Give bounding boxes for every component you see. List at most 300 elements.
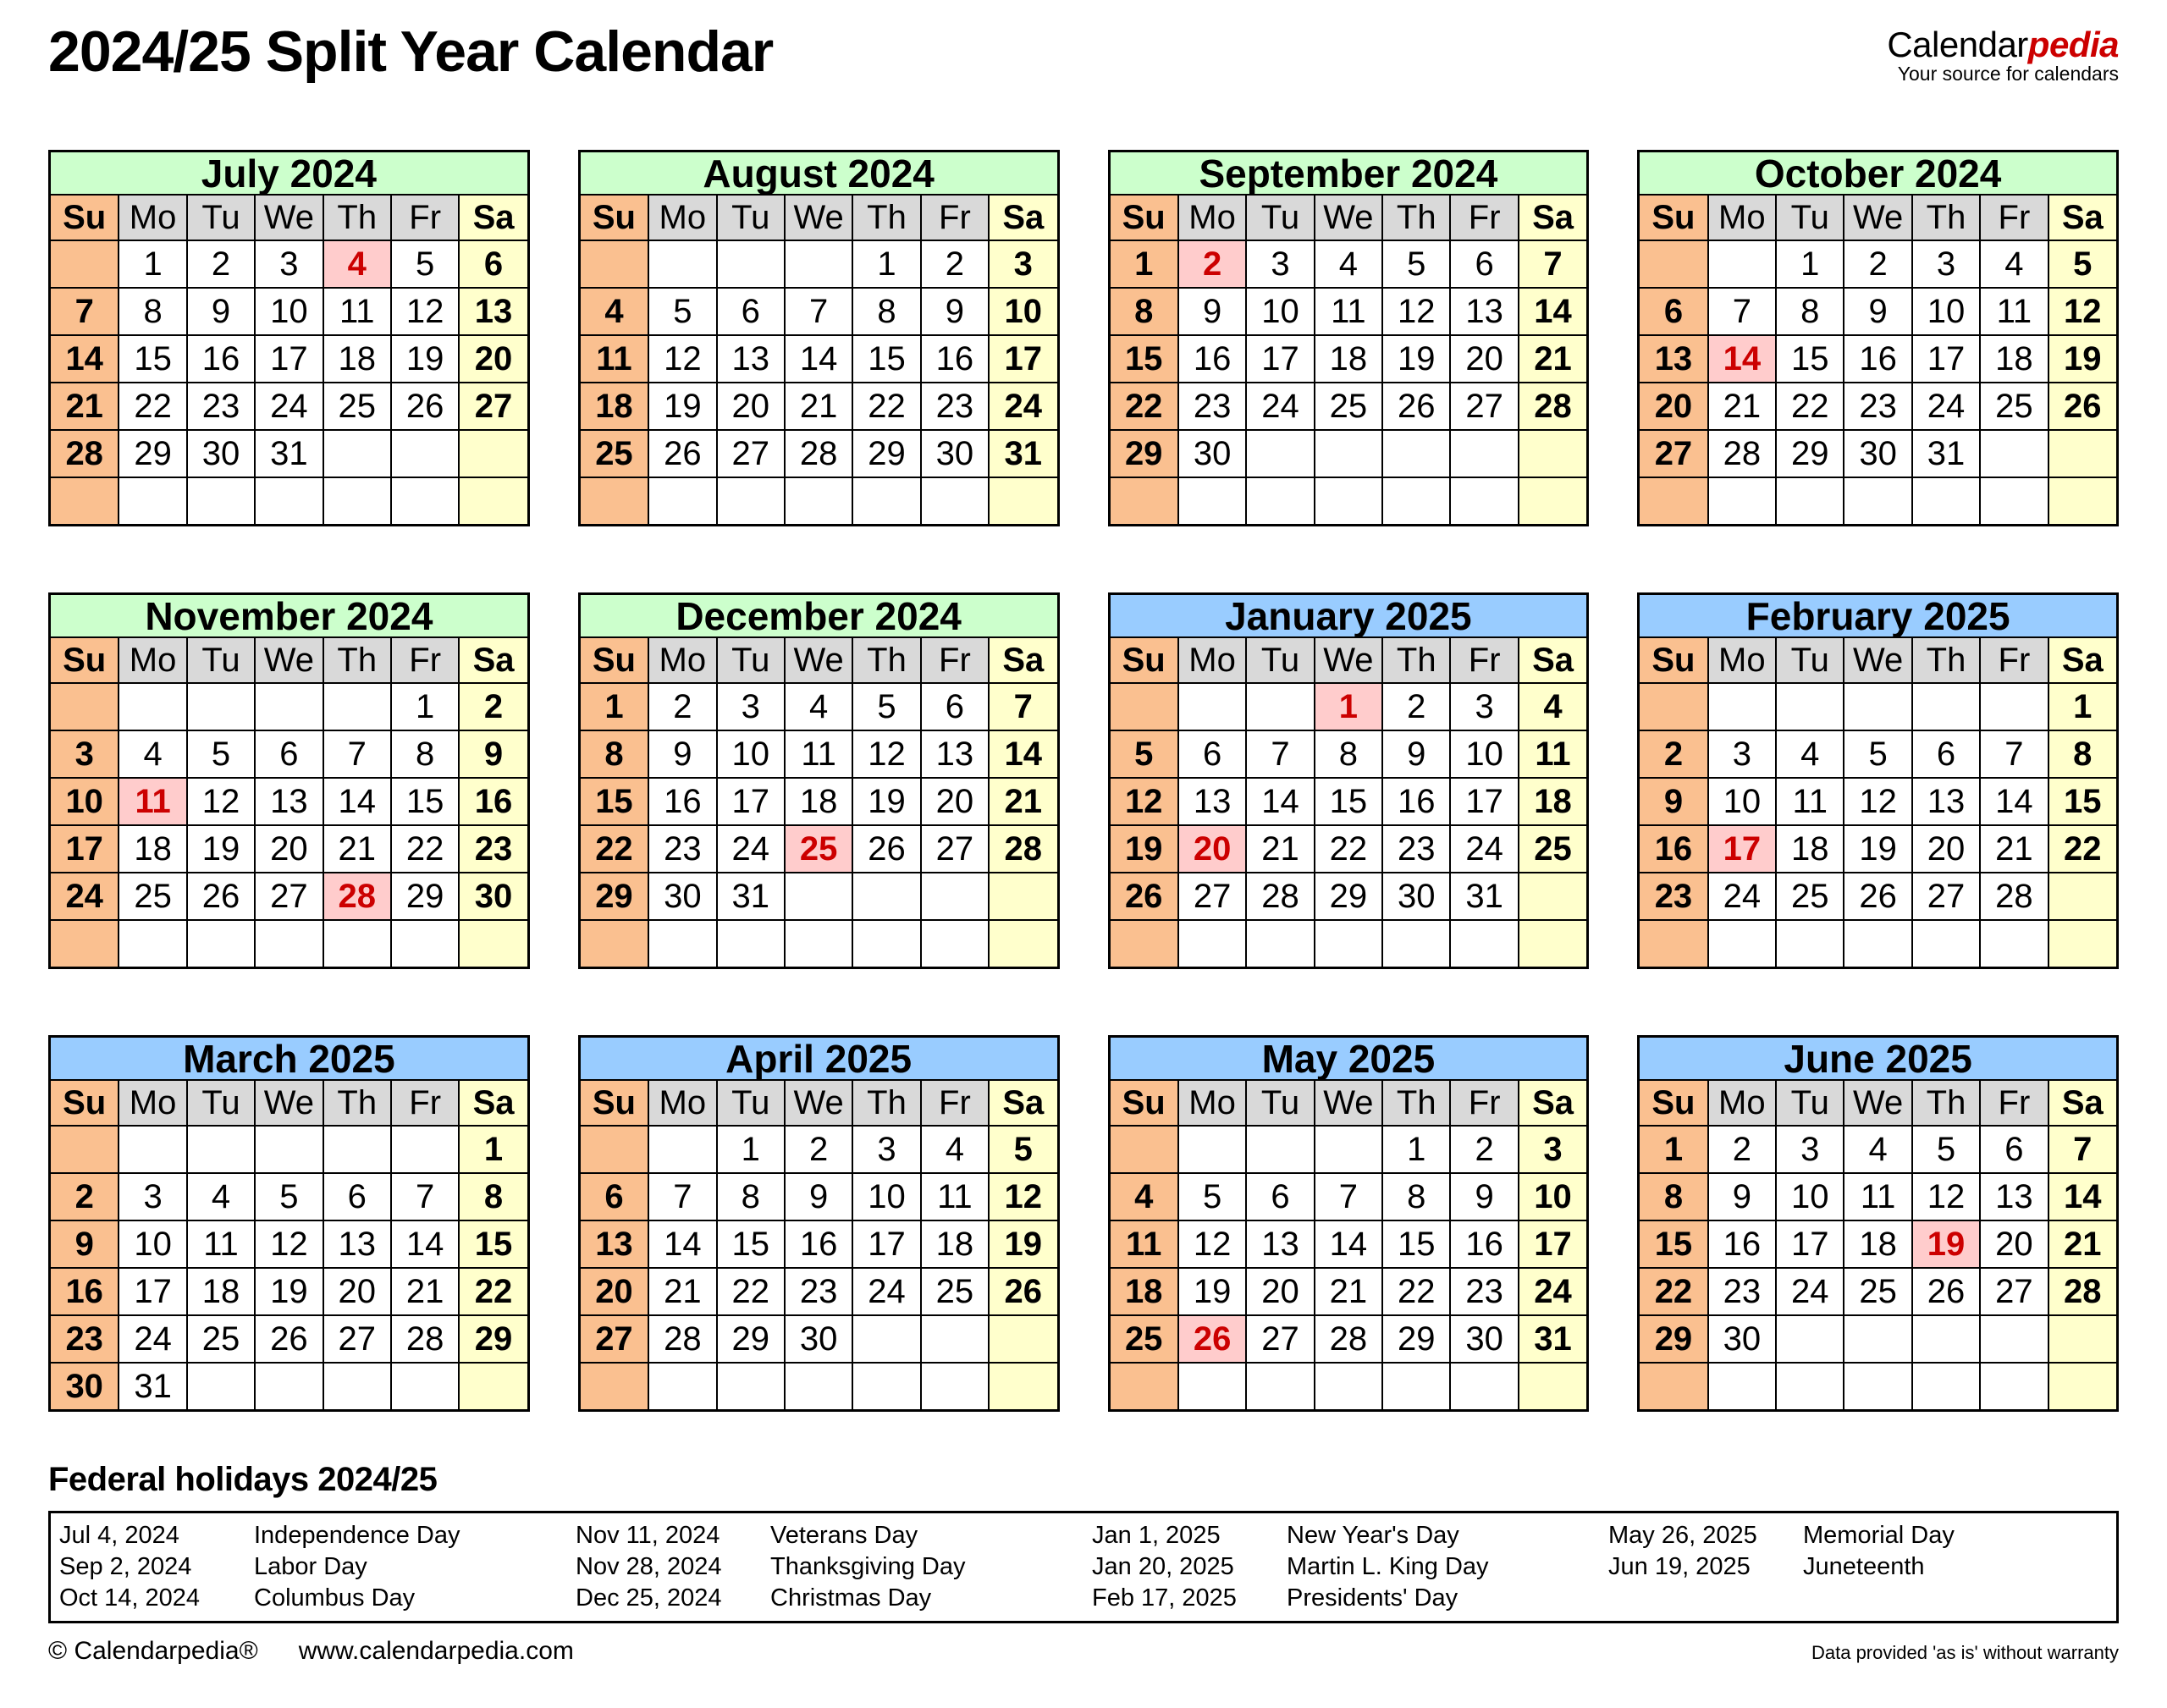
holiday-name: Christmas Day — [770, 1584, 932, 1612]
day-cell-empty — [1519, 1363, 1586, 1409]
day-cell-june-2025-23: 23 — [1708, 1268, 1776, 1315]
day-cell-august-2024-15: 15 — [852, 335, 920, 383]
week-row — [1640, 477, 2116, 524]
day-header-row — [581, 1081, 1057, 1126]
day-cell-empty — [255, 920, 323, 967]
day-cell-october-2024-1: 1 — [1776, 240, 1844, 288]
day-cell-september-2024-6: 6 — [1450, 240, 1518, 288]
week-row — [1640, 240, 2116, 288]
day-cell-empty — [1111, 1126, 1178, 1173]
day-cell-august-2024-29: 29 — [852, 430, 920, 477]
day-cell-november-2024-27: 27 — [255, 873, 323, 920]
day-cell-empty — [1844, 477, 1911, 524]
day-header-th: Th — [1382, 1081, 1450, 1126]
holiday-column-2 — [567, 1520, 1084, 1614]
day-cell-april-2025-11: 11 — [921, 1173, 989, 1220]
day-cell-empty — [1111, 1363, 1178, 1409]
day-cell-empty — [1980, 477, 2048, 524]
holiday-column-3 — [1084, 1520, 1600, 1614]
day-cell-empty — [2048, 1363, 2116, 1409]
day-cell-january-2025-27: 27 — [1178, 873, 1246, 920]
day-cell-empty — [255, 477, 323, 524]
holiday-name: Thanksgiving Day — [770, 1553, 966, 1580]
day-cell-empty — [1708, 477, 1776, 524]
week-row — [51, 873, 527, 920]
day-cell-january-2025-20: 20 — [1178, 825, 1246, 873]
holiday-entry — [59, 1583, 567, 1614]
week-row — [1111, 335, 1587, 383]
day-header-th: Th — [1912, 638, 1980, 683]
day-cell-january-2025-11: 11 — [1519, 730, 1586, 778]
day-cell-june-2025-21: 21 — [2048, 1220, 2116, 1268]
day-header-mo: Mo — [648, 638, 716, 683]
holiday-entry — [576, 1583, 1084, 1614]
day-cell-august-2024-10: 10 — [989, 288, 1056, 335]
week-row — [581, 430, 1057, 477]
day-cell-empty — [187, 1126, 255, 1173]
day-cell-september-2024-28: 28 — [1519, 383, 1586, 430]
day-header-we: We — [785, 638, 852, 683]
day-cell-empty — [323, 1126, 391, 1173]
day-cell-november-2024-1: 1 — [391, 683, 459, 730]
week-row — [581, 873, 1057, 920]
day-cell-empty — [989, 477, 1056, 524]
day-cell-june-2025-12: 12 — [1912, 1173, 1980, 1220]
day-cell-june-2025-11: 11 — [1844, 1173, 1911, 1220]
day-cell-empty — [391, 430, 459, 477]
month-title-september-2024: September 2024 — [1111, 152, 1587, 196]
day-cell-june-2025-19: 19 — [1912, 1220, 1980, 1268]
day-cell-july-2024-29: 29 — [119, 430, 186, 477]
day-cell-july-2024-16: 16 — [187, 335, 255, 383]
day-cell-april-2025-15: 15 — [717, 1220, 785, 1268]
week-row — [1640, 430, 2116, 477]
day-cell-july-2024-7: 7 — [51, 288, 119, 335]
day-cell-august-2024-16: 16 — [921, 335, 989, 383]
day-cell-november-2024-23: 23 — [459, 825, 527, 873]
day-cell-july-2024-5: 5 — [391, 240, 459, 288]
day-cell-empty — [1844, 1363, 1911, 1409]
day-cell-empty — [323, 920, 391, 967]
day-cell-march-2025-8: 8 — [459, 1173, 527, 1220]
day-cell-empty — [1776, 920, 1844, 967]
holiday-name: Memorial Day — [1803, 1522, 1955, 1549]
day-cell-july-2024-27: 27 — [459, 383, 527, 430]
day-cell-january-2025-9: 9 — [1382, 730, 1450, 778]
month-december-2024 — [578, 592, 1060, 969]
holiday-entry — [1092, 1520, 1600, 1551]
day-cell-empty — [1640, 477, 1707, 524]
day-cell-july-2024-10: 10 — [255, 288, 323, 335]
day-cell-january-2025-22: 22 — [1315, 825, 1382, 873]
day-cell-empty — [852, 920, 920, 967]
month-title-march-2025: March 2025 — [51, 1038, 527, 1081]
day-cell-empty — [1912, 1363, 1980, 1409]
day-header-sa: Sa — [989, 1081, 1056, 1126]
day-header-fr: Fr — [1980, 638, 2048, 683]
week-row — [581, 335, 1057, 383]
day-cell-august-2024-5: 5 — [648, 288, 716, 335]
day-cell-april-2025-4: 4 — [921, 1126, 989, 1173]
day-header-we: We — [255, 638, 323, 683]
day-cell-empty — [921, 1315, 989, 1363]
day-header-tu: Tu — [1776, 1081, 1844, 1126]
day-cell-august-2024-31: 31 — [989, 430, 1056, 477]
logo-brand-black: Calendar — [1887, 25, 2028, 64]
day-header-mo: Mo — [1708, 1081, 1776, 1126]
day-cell-july-2024-11: 11 — [323, 288, 391, 335]
day-header-mo: Mo — [119, 196, 186, 240]
day-cell-june-2025-2: 2 — [1708, 1126, 1776, 1173]
day-cell-april-2025-21: 21 — [648, 1268, 716, 1315]
day-header-fr: Fr — [921, 638, 989, 683]
day-cell-july-2024-30: 30 — [187, 430, 255, 477]
week-row — [1640, 335, 2116, 383]
day-cell-march-2025-1: 1 — [459, 1126, 527, 1173]
day-cell-march-2025-4: 4 — [187, 1173, 255, 1220]
day-cell-december-2024-11: 11 — [785, 730, 852, 778]
day-cell-july-2024-6: 6 — [459, 240, 527, 288]
day-cell-empty — [1519, 920, 1586, 967]
day-cell-august-2024-20: 20 — [717, 383, 785, 430]
day-cell-empty — [1708, 683, 1776, 730]
day-cell-february-2025-10: 10 — [1708, 778, 1776, 825]
day-cell-may-2025-25: 25 — [1111, 1315, 1178, 1363]
day-cell-january-2025-30: 30 — [1382, 873, 1450, 920]
day-header-th: Th — [852, 638, 920, 683]
day-cell-empty — [1708, 1363, 1776, 1409]
day-cell-june-2025-27: 27 — [1980, 1268, 2048, 1315]
month-grid-may-2025 — [1111, 1081, 1587, 1409]
day-header-su: Su — [581, 638, 648, 683]
day-cell-december-2024-29: 29 — [581, 873, 648, 920]
day-cell-empty — [119, 477, 186, 524]
day-cell-april-2025-5: 5 — [989, 1126, 1056, 1173]
day-cell-may-2025-1: 1 — [1382, 1126, 1450, 1173]
week-row — [1640, 1220, 2116, 1268]
day-cell-empty — [1382, 920, 1450, 967]
day-cell-october-2024-21: 21 — [1708, 383, 1776, 430]
day-cell-empty — [1450, 1363, 1518, 1409]
day-cell-september-2024-30: 30 — [1178, 430, 1246, 477]
day-cell-december-2024-7: 7 — [989, 683, 1056, 730]
week-row — [1111, 683, 1587, 730]
month-title-april-2025: April 2025 — [581, 1038, 1057, 1081]
month-title-october-2024: October 2024 — [1640, 152, 2116, 196]
day-cell-empty — [187, 683, 255, 730]
day-cell-september-2024-22: 22 — [1111, 383, 1178, 430]
day-cell-november-2024-12: 12 — [187, 778, 255, 825]
day-cell-april-2025-19: 19 — [989, 1220, 1056, 1268]
day-cell-november-2024-9: 9 — [459, 730, 527, 778]
month-grid-february-2025 — [1640, 638, 2116, 967]
day-cell-december-2024-21: 21 — [989, 778, 1056, 825]
day-cell-empty — [2048, 873, 2116, 920]
day-cell-empty — [785, 873, 852, 920]
day-cell-december-2024-2: 2 — [648, 683, 716, 730]
day-cell-empty — [1315, 477, 1382, 524]
day-header-tu: Tu — [1246, 638, 1314, 683]
day-cell-september-2024-2: 2 — [1178, 240, 1246, 288]
week-row — [581, 288, 1057, 335]
day-cell-august-2024-12: 12 — [648, 335, 716, 383]
holiday-name: Martin L. King Day — [1287, 1553, 1489, 1580]
day-cell-september-2024-7: 7 — [1519, 240, 1586, 288]
day-cell-april-2025-25: 25 — [921, 1268, 989, 1315]
day-cell-february-2025-20: 20 — [1912, 825, 1980, 873]
day-cell-empty — [989, 1315, 1056, 1363]
day-cell-november-2024-3: 3 — [51, 730, 119, 778]
month-july-2024 — [48, 150, 530, 526]
day-cell-empty — [391, 477, 459, 524]
day-cell-empty — [921, 1363, 989, 1409]
day-cell-july-2024-21: 21 — [51, 383, 119, 430]
day-cell-empty — [989, 920, 1056, 967]
day-cell-empty — [852, 873, 920, 920]
day-header-we: We — [255, 1081, 323, 1126]
day-cell-may-2025-13: 13 — [1246, 1220, 1314, 1268]
day-cell-empty — [1315, 920, 1382, 967]
day-cell-may-2025-4: 4 — [1111, 1173, 1178, 1220]
disclaimer-text: Data provided 'as is' without warranty — [1811, 1642, 2119, 1663]
day-cell-august-2024-7: 7 — [785, 288, 852, 335]
day-header-we: We — [1844, 1081, 1911, 1126]
day-header-row — [1111, 638, 1587, 683]
day-cell-empty — [648, 1126, 716, 1173]
week-row — [581, 1268, 1057, 1315]
day-cell-october-2024-11: 11 — [1980, 288, 2048, 335]
week-row — [1111, 430, 1587, 477]
day-cell-may-2025-24: 24 — [1519, 1268, 1586, 1315]
day-cell-empty — [1178, 477, 1246, 524]
day-cell-april-2025-6: 6 — [581, 1173, 648, 1220]
day-header-row — [51, 1081, 527, 1126]
day-header-fr: Fr — [391, 196, 459, 240]
day-cell-empty — [1980, 1315, 2048, 1363]
week-row — [51, 730, 527, 778]
holiday-column-4 — [1600, 1520, 2116, 1614]
day-cell-december-2024-3: 3 — [717, 683, 785, 730]
day-header-tu: Tu — [1776, 638, 1844, 683]
week-row — [51, 825, 527, 873]
day-cell-october-2024-4: 4 — [1980, 240, 2048, 288]
day-cell-empty — [255, 683, 323, 730]
day-cell-september-2024-14: 14 — [1519, 288, 1586, 335]
day-cell-november-2024-24: 24 — [51, 873, 119, 920]
day-cell-empty — [119, 920, 186, 967]
day-cell-empty — [1178, 1363, 1246, 1409]
day-cell-november-2024-15: 15 — [391, 778, 459, 825]
day-cell-november-2024-20: 20 — [255, 825, 323, 873]
day-cell-july-2024-19: 19 — [391, 335, 459, 383]
holiday-entry — [1608, 1551, 2116, 1583]
day-cell-june-2025-25: 25 — [1844, 1268, 1911, 1315]
day-cell-empty — [1912, 683, 1980, 730]
day-header-sa: Sa — [2048, 1081, 2116, 1126]
day-cell-august-2024-11: 11 — [581, 335, 648, 383]
day-cell-october-2024-29: 29 — [1776, 430, 1844, 477]
day-cell-october-2024-16: 16 — [1844, 335, 1911, 383]
day-cell-june-2025-24: 24 — [1776, 1268, 1844, 1315]
day-header-su: Su — [581, 1081, 648, 1126]
day-cell-march-2025-3: 3 — [119, 1173, 186, 1220]
day-cell-february-2025-25: 25 — [1776, 873, 1844, 920]
day-cell-june-2025-10: 10 — [1776, 1173, 1844, 1220]
week-row — [1640, 383, 2116, 430]
month-title-february-2025: February 2025 — [1640, 595, 2116, 638]
day-cell-september-2024-4: 4 — [1315, 240, 1382, 288]
day-cell-march-2025-5: 5 — [255, 1173, 323, 1220]
day-cell-february-2025-6: 6 — [1912, 730, 1980, 778]
day-header-su: Su — [1640, 196, 1707, 240]
month-title-june-2025: June 2025 — [1640, 1038, 2116, 1081]
day-cell-january-2025-6: 6 — [1178, 730, 1246, 778]
day-cell-empty — [187, 477, 255, 524]
day-cell-october-2024-15: 15 — [1776, 335, 1844, 383]
calendarpedia-logo — [1887, 25, 2119, 85]
day-cell-empty — [51, 240, 119, 288]
day-cell-march-2025-11: 11 — [187, 1220, 255, 1268]
day-cell-empty — [581, 1126, 648, 1173]
month-grid-july-2024 — [51, 196, 527, 524]
holiday-entry — [1092, 1551, 1600, 1583]
day-cell-june-2025-7: 7 — [2048, 1126, 2116, 1173]
day-header-sa: Sa — [1519, 638, 1586, 683]
day-cell-february-2025-12: 12 — [1844, 778, 1911, 825]
day-cell-january-2025-3: 3 — [1450, 683, 1518, 730]
day-cell-march-2025-31: 31 — [119, 1363, 186, 1409]
day-cell-april-2025-14: 14 — [648, 1220, 716, 1268]
day-cell-september-2024-9: 9 — [1178, 288, 1246, 335]
day-cell-empty — [1844, 1315, 1911, 1363]
day-cell-february-2025-24: 24 — [1708, 873, 1776, 920]
day-header-tu: Tu — [1246, 196, 1314, 240]
holiday-date: Jul 4, 2024 — [59, 1522, 179, 1549]
day-cell-september-2024-8: 8 — [1111, 288, 1178, 335]
day-cell-april-2025-17: 17 — [852, 1220, 920, 1268]
day-header-th: Th — [323, 638, 391, 683]
day-cell-september-2024-18: 18 — [1315, 335, 1382, 383]
day-cell-june-2025-4: 4 — [1844, 1126, 1911, 1173]
day-cell-empty — [1708, 240, 1776, 288]
day-cell-december-2024-12: 12 — [852, 730, 920, 778]
day-cell-october-2024-24: 24 — [1912, 383, 1980, 430]
day-header-we: We — [1315, 1081, 1382, 1126]
day-cell-empty — [255, 1363, 323, 1409]
day-cell-empty — [119, 683, 186, 730]
day-cell-march-2025-24: 24 — [119, 1315, 186, 1363]
day-cell-november-2024-10: 10 — [51, 778, 119, 825]
day-cell-empty — [323, 477, 391, 524]
week-row — [1640, 683, 2116, 730]
day-cell-january-2025-12: 12 — [1111, 778, 1178, 825]
day-cell-empty — [1912, 477, 1980, 524]
month-september-2024 — [1108, 150, 1590, 526]
day-header-we: We — [785, 196, 852, 240]
day-cell-empty — [989, 873, 1056, 920]
week-row — [581, 1126, 1057, 1173]
day-header-row — [1640, 196, 2116, 240]
day-cell-november-2024-28: 28 — [323, 873, 391, 920]
day-cell-september-2024-5: 5 — [1382, 240, 1450, 288]
day-cell-january-2025-24: 24 — [1450, 825, 1518, 873]
logo-brand — [1887, 25, 2119, 63]
day-cell-march-2025-25: 25 — [187, 1315, 255, 1363]
day-cell-november-2024-13: 13 — [255, 778, 323, 825]
day-cell-october-2024-20: 20 — [1640, 383, 1707, 430]
day-cell-empty — [1246, 683, 1314, 730]
day-cell-empty — [1640, 920, 1707, 967]
day-header-tu: Tu — [717, 196, 785, 240]
day-header-su: Su — [1640, 1081, 1707, 1126]
day-header-th: Th — [323, 1081, 391, 1126]
day-cell-june-2025-6: 6 — [1980, 1126, 2048, 1173]
day-header-su: Su — [51, 1081, 119, 1126]
holiday-entry — [576, 1520, 1084, 1551]
day-header-fr: Fr — [1450, 196, 1518, 240]
day-cell-july-2024-26: 26 — [391, 383, 459, 430]
day-cell-march-2025-6: 6 — [323, 1173, 391, 1220]
day-cell-march-2025-7: 7 — [391, 1173, 459, 1220]
month-april-2025 — [578, 1035, 1060, 1412]
day-cell-march-2025-18: 18 — [187, 1268, 255, 1315]
day-cell-october-2024-17: 17 — [1912, 335, 1980, 383]
week-row — [581, 1220, 1057, 1268]
day-cell-december-2024-30: 30 — [648, 873, 716, 920]
day-cell-september-2024-10: 10 — [1246, 288, 1314, 335]
day-cell-empty — [1776, 1315, 1844, 1363]
day-cell-empty — [51, 683, 119, 730]
holiday-date: Nov 11, 2024 — [576, 1522, 720, 1549]
day-cell-empty — [1178, 1126, 1246, 1173]
day-cell-july-2024-1: 1 — [119, 240, 186, 288]
day-cell-march-2025-13: 13 — [323, 1220, 391, 1268]
day-header-tu: Tu — [717, 1081, 785, 1126]
day-cell-october-2024-6: 6 — [1640, 288, 1707, 335]
day-cell-empty — [581, 240, 648, 288]
holiday-name: Labor Day — [254, 1553, 367, 1580]
week-row — [581, 240, 1057, 288]
month-grid-september-2024 — [1111, 196, 1587, 524]
day-cell-may-2025-10: 10 — [1519, 1173, 1586, 1220]
day-cell-may-2025-14: 14 — [1315, 1220, 1382, 1268]
day-cell-february-2025-8: 8 — [2048, 730, 2116, 778]
day-cell-empty — [852, 1315, 920, 1363]
month-june-2025 — [1637, 1035, 2119, 1412]
holiday-entry — [576, 1551, 1084, 1583]
week-row — [1640, 1268, 2116, 1315]
day-header-mo: Mo — [648, 1081, 716, 1126]
day-header-mo: Mo — [1708, 638, 1776, 683]
day-cell-empty — [2048, 920, 2116, 967]
day-cell-june-2025-1: 1 — [1640, 1126, 1707, 1173]
day-cell-june-2025-22: 22 — [1640, 1268, 1707, 1315]
day-header-we: We — [785, 1081, 852, 1126]
day-header-we: We — [1315, 638, 1382, 683]
day-header-row — [581, 638, 1057, 683]
day-cell-january-2025-13: 13 — [1178, 778, 1246, 825]
day-cell-july-2024-25: 25 — [323, 383, 391, 430]
day-cell-may-2025-28: 28 — [1315, 1315, 1382, 1363]
day-cell-march-2025-26: 26 — [255, 1315, 323, 1363]
day-header-we: We — [1844, 196, 1911, 240]
day-cell-may-2025-22: 22 — [1382, 1268, 1450, 1315]
day-cell-april-2025-7: 7 — [648, 1173, 716, 1220]
day-cell-august-2024-13: 13 — [717, 335, 785, 383]
day-cell-empty — [323, 683, 391, 730]
day-cell-november-2024-19: 19 — [187, 825, 255, 873]
day-cell-july-2024-2: 2 — [187, 240, 255, 288]
